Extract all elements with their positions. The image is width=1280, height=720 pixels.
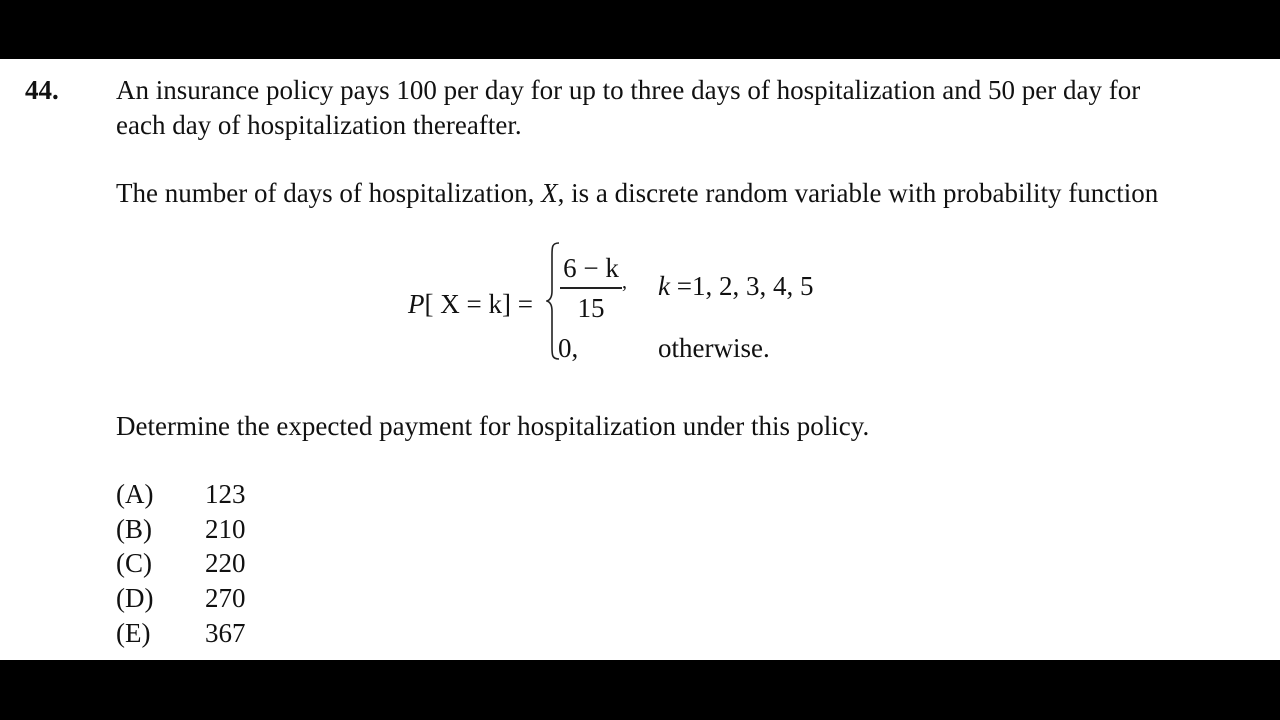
- fraction-comma: ,: [622, 271, 627, 293]
- case-condition-otherwise: otherwise.: [658, 333, 770, 363]
- choice-value: 367: [205, 617, 246, 648]
- case-condition-1: [658, 271, 813, 302]
- choice-label: (E): [116, 617, 151, 648]
- choice-label: (D): [116, 583, 154, 614]
- choice-label: (A): [116, 479, 154, 509]
- formula-lhs: [408, 289, 533, 320]
- case-zero: 0,: [558, 333, 579, 363]
- probability-function-formula: [408, 249, 828, 369]
- case-var-k: k: [658, 271, 670, 301]
- choice-label: (C): [116, 548, 152, 579]
- question-page: [0, 59, 1280, 660]
- question-paragraph-distribution: [116, 176, 1196, 211]
- question-number: 44.: [25, 75, 59, 105]
- formula-lhs-rest: [ X = k] =: [424, 289, 533, 319]
- letterbox-bottom: [0, 660, 1280, 720]
- fraction: [560, 253, 622, 323]
- choice-value: 220: [205, 548, 246, 579]
- case-values: =1, 2, 3, 4, 5: [669, 271, 814, 301]
- question-prompt: Determine the expected payment for hospitalization under this policy.: [116, 411, 870, 441]
- fraction-bar: [560, 287, 622, 289]
- question-paragraph-policy: An insurance policy pays 100 per day for up to three days of hospitalization and 50 per day for each day of hospitalization thereafter.: [116, 75, 1141, 140]
- choice-value: 123: [205, 479, 246, 509]
- formula-p: P: [408, 289, 425, 319]
- fraction-numerator: 6 − k: [563, 253, 619, 283]
- distribution-text: The number of days of hospitalization, X, is a discrete random variable with probability function: [116, 178, 1159, 208]
- choice-label: (B): [116, 513, 152, 544]
- variable-x: X: [541, 178, 558, 208]
- fraction-denominator: 15: [577, 292, 605, 323]
- choice-value: 210: [205, 513, 246, 544]
- choice-value: 270: [205, 583, 246, 614]
- letterbox-top: [0, 0, 1280, 59]
